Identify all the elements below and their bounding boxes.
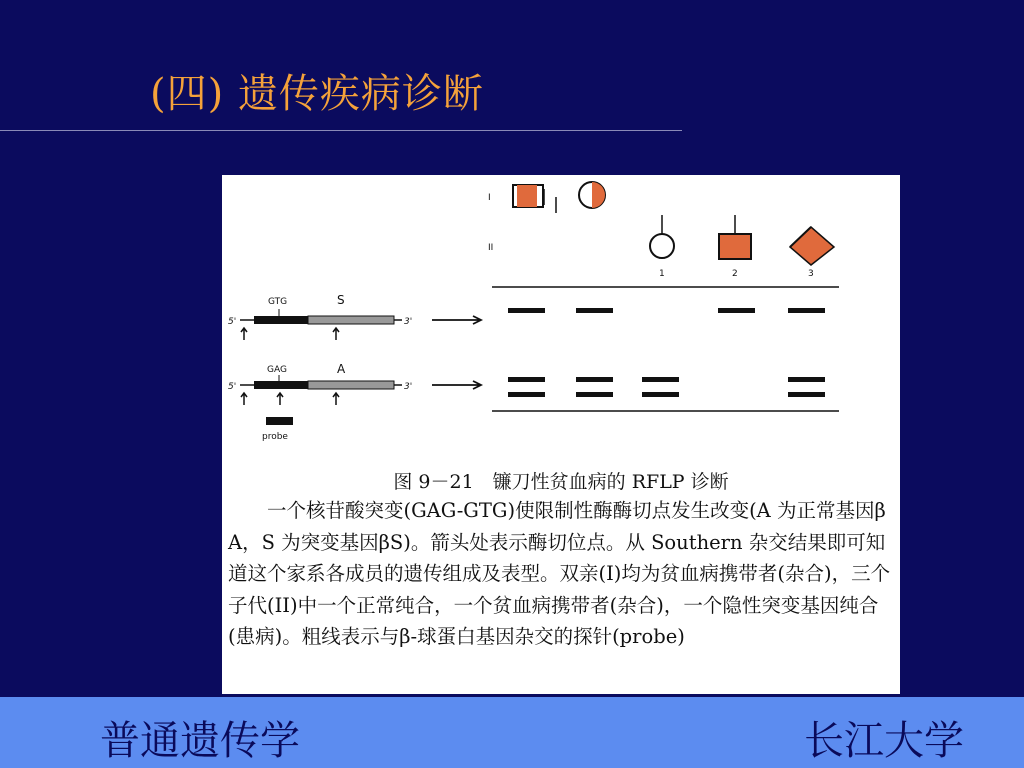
pedigree-mother-carrier [579,182,605,208]
cut-site-arrow [277,393,283,405]
generation-label-2: II [488,243,494,253]
rflp-diagram [222,175,900,465]
pedigree-father-carrier [513,185,543,207]
figure-description: 一个核苷酸突变(GAG-GTG)使限制性酶酶切点发生改变(A 为正常基因βA，S 为突变基因βS)。箭头处表示酶切位点。从 Southern 杂交结果即可知道这个家系各成员的遗传组成及表型。双亲(I)均为贫血病携带者(杂合)，三个子代(II)中一个正常纯合，一个贫血病携带者(杂合)，一个隐性突变基因纯合(患病)。粗线表示与β-球蛋白基因杂交的探针(probe) [228,499,891,648]
gene-a-allele: A [337,362,346,376]
gene-a-map [228,362,412,405]
pedigree-child-normal [650,234,674,258]
cut-site-arrow [333,393,339,405]
gel-bands-row-2 [508,377,825,397]
footer-bar [0,697,1024,768]
arrow-to-gel-row-2 [432,381,481,389]
rflp-figure [222,175,900,694]
gene-s-allele: S [337,293,345,307]
generation-label-1: I [488,193,491,203]
gene-a-3-prime: 3' [404,382,413,392]
course-name: 普通遗传学 [100,718,300,764]
gene-a-5-prime: 5' [228,382,237,392]
figure-caption: 图 9－21 镰刀性贫血病的 RFLP 诊断 [393,471,729,493]
child-number-1: 1 [659,269,665,279]
cut-site-arrow [241,393,247,405]
gene-s-map [228,293,412,340]
title-divider [0,130,682,131]
probe-bar [266,417,293,425]
arrow-to-gel-row-1 [432,316,481,324]
cut-site-arrow [333,328,339,340]
pedigree-child-carrier [719,234,751,259]
university-name: 长江大学 [804,718,964,764]
child-number-2: 2 [732,269,738,279]
slide-title: (四) 遗传疾病诊断 [150,71,484,117]
gene-s-5-prime: 5' [228,317,237,327]
pedigree-child-affected [790,227,834,265]
child-number-3: 3 [808,269,814,279]
gene-s-codon: GTG [268,297,288,307]
gene-a-codon: GAG [267,365,287,375]
probe-label: probe [262,432,288,442]
gel-bands-row-1 [508,308,825,313]
gene-s-3-prime: 3' [404,317,413,327]
cut-site-arrow [241,328,247,340]
